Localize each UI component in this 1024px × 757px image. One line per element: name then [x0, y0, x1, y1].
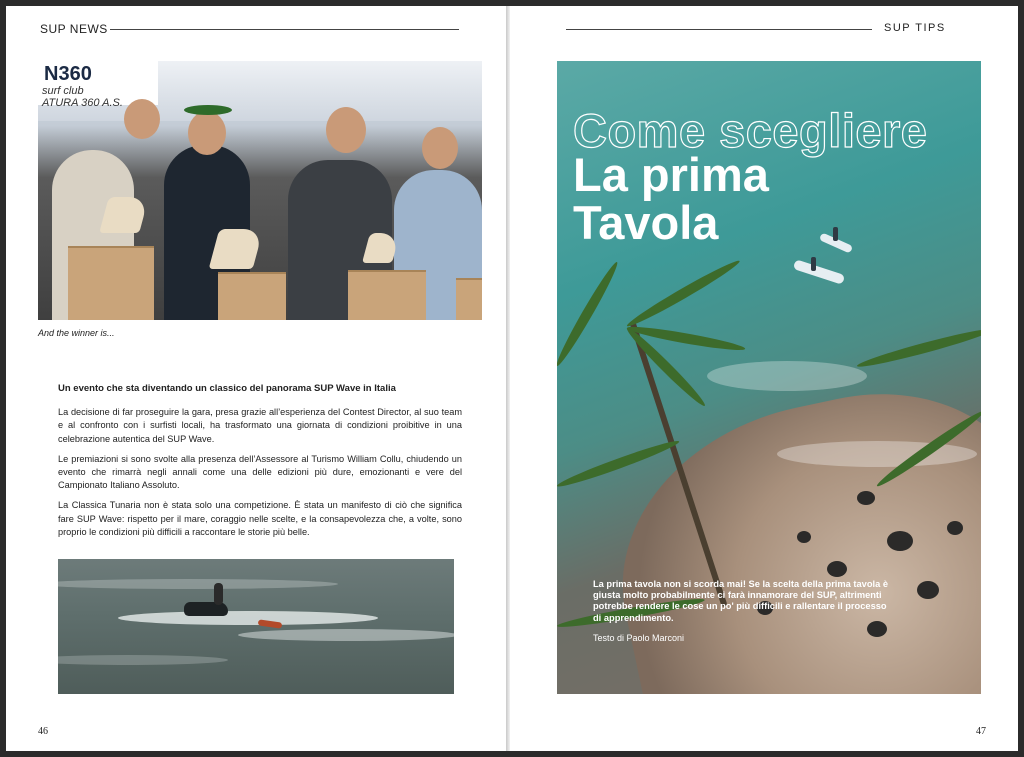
- gift-bag-3: [348, 270, 426, 320]
- gift-bag-1: [68, 246, 154, 320]
- rocky-shore: [591, 364, 981, 694]
- banner-brand: N360: [44, 63, 92, 85]
- article-heading: Un evento che sta diventando un classico del panorama SUP Wave in Italia: [58, 383, 396, 394]
- head-3: [326, 107, 366, 153]
- article-paragraph: La decisione di far proseguire la gara, presa grazie all’esperienza del Contest Director, al suo team e al confronto con i surfisti locali, ha trasformato una giornata di condizioni proibitive in una celebrazione autentica del SUP Wave.: [58, 407, 462, 444]
- header-rule: [110, 29, 459, 30]
- rock: [887, 531, 913, 551]
- title-line-1: La prima: [573, 148, 769, 201]
- palm-frond: [557, 260, 621, 369]
- article-paragraph: Le premiazioni si sono svolte alla presenza dell’Assessore al Turismo William Collu, chiudendo un evento che rimarrà negli annali come una delle edizioni più dure, emozionanti e vere del Campionato Italiano Assoluto.: [58, 453, 462, 491]
- photo-caption: And the winner is...: [38, 328, 115, 338]
- rock: [857, 491, 875, 505]
- wave-crest: [58, 655, 228, 665]
- right-page: [510, 6, 1018, 751]
- wave-crest: [238, 629, 454, 641]
- head-2: [188, 111, 226, 155]
- rock: [917, 581, 939, 599]
- page-number-left: 46: [38, 726, 48, 737]
- rock: [947, 521, 963, 535]
- surf-foam: [777, 441, 977, 467]
- page-number-right: 47: [976, 726, 986, 737]
- intro-text: La prima tavola non si scorda mai! Se la scelta della prima tavola è giusta molto probabilmente ci farà innamorare del SUP, altrimenti potrebbe rendere le cose un po' più difficili e rallentare il processo di apprendimento.: [593, 579, 889, 623]
- article-body: [58, 382, 462, 546]
- paddle-board-2: [793, 259, 846, 285]
- head-4: [422, 127, 458, 169]
- banner-sub: surf club ATURA 360 A.S.: [42, 85, 123, 109]
- jetski-surf-photo: [58, 559, 454, 694]
- head-1: [124, 99, 160, 139]
- wave-crest: [58, 579, 338, 589]
- surf-foam: [707, 361, 867, 391]
- laurel-wreath: [184, 105, 232, 115]
- gift-bag-2: [218, 272, 286, 320]
- paddler-2: [811, 257, 816, 271]
- rock: [797, 531, 811, 543]
- award-ceremony-photo: [38, 61, 482, 320]
- section-label-sup-news: SUP NEWS: [40, 22, 108, 36]
- byline: Testo di Paolo Marconi: [593, 633, 685, 643]
- palm-frond: [856, 325, 981, 371]
- palm-frond: [625, 257, 743, 331]
- aerial-beach-photo: [557, 61, 981, 694]
- title-main: [573, 148, 769, 249]
- section-label-sup-tips: SUP TIPS: [884, 22, 946, 34]
- trophy-1: [99, 197, 149, 233]
- wave-crest: [118, 611, 378, 625]
- trophy-2: [209, 229, 264, 269]
- article-paragraph: La Classica Tunaria non è stata solo una competizione. È stata un manifesto di ciò che significa fare SUP Wave: rispetto per il mare, coraggio nelle scelte, e la consapevolezza che, a volte, sono proprio le condizioni più difficili a raccontare le storie più belle.: [58, 500, 462, 537]
- jetski-rider: [214, 583, 223, 605]
- header-rule: [566, 29, 872, 30]
- title-outline: Come scegliere: [573, 104, 928, 157]
- rock: [827, 561, 847, 577]
- title-line-2: Tavola: [573, 196, 719, 249]
- paddler-1: [833, 227, 838, 241]
- left-page: [6, 6, 506, 751]
- gift-bag-4: [456, 278, 482, 320]
